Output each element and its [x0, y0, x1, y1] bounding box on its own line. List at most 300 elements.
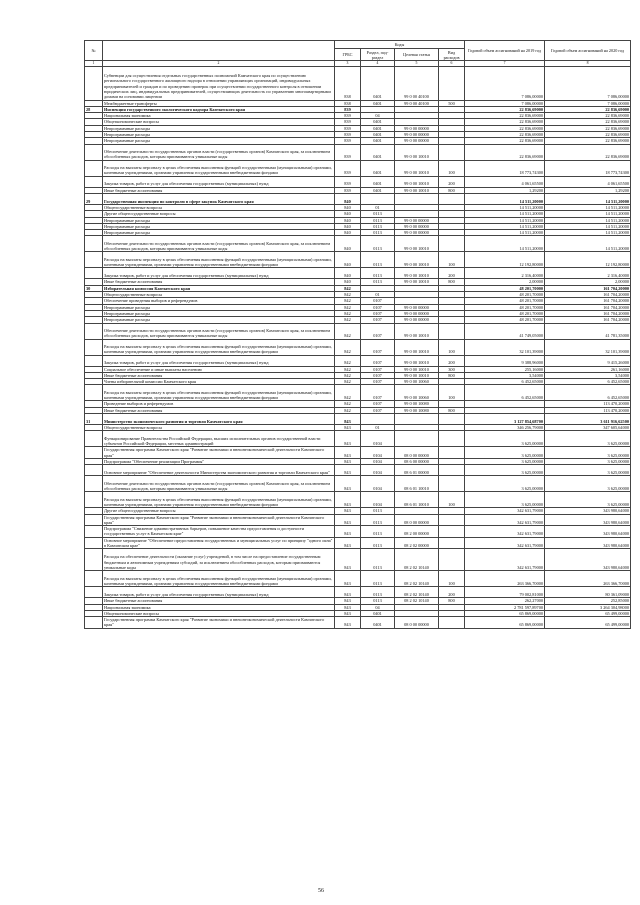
row-amount-2019: 14 511,20000 [465, 217, 545, 223]
col-header-2020: Годовой объем ассигнований на 2020 год [545, 41, 631, 61]
row-grbs: 843 [335, 514, 361, 526]
row-number [85, 385, 103, 401]
row-number [85, 571, 103, 587]
row-name: Непрограммные расходы [103, 310, 335, 316]
row-expense-type [439, 549, 465, 571]
row-razdel: 0401 [361, 119, 395, 125]
row-expense-type [439, 476, 465, 492]
row-target-article: 99 0 00 00000 [395, 138, 439, 144]
row-number [85, 537, 103, 549]
row-target-article: 99 0 00 10080 [395, 407, 439, 413]
table-row [85, 144, 631, 160]
row-name: Непрограммные расходы [103, 138, 335, 144]
row-amount-2020: 2 316,40000 [545, 268, 631, 279]
row-expense-type [439, 537, 465, 549]
row-amount-2020: 3 625,00000 [545, 458, 631, 464]
row-razdel: 0401 [361, 617, 395, 629]
row-name: Другие общегосударственные вопросы [103, 211, 335, 217]
row-razdel: 0104 [361, 476, 395, 492]
row-amount-2020: 41 781,35000 [545, 323, 631, 339]
row-amount-2020: 65 499,00000 [545, 617, 631, 629]
row-grbs: 843 [335, 476, 361, 492]
row-grbs: 843 [335, 492, 361, 508]
table-row [85, 617, 631, 629]
row-name: Подпрограмма "Обеспечение реализации Программы" [103, 458, 335, 464]
row-grbs: 842 [335, 292, 361, 298]
row-target-article: 99 0 00 00000 [395, 317, 439, 323]
row-number [85, 447, 103, 459]
row-razdel: 04 [361, 604, 395, 610]
row-amount-2020: 14 511,20000 [545, 223, 631, 229]
row-grbs: 840 [335, 211, 361, 217]
row-name: Межбюджетные трансферты [103, 100, 335, 106]
row-amount-2019: 14 511,20000 [465, 236, 545, 252]
row-amount-2019: 3 127 854,68700 [465, 414, 545, 425]
row-expense-type [439, 193, 465, 204]
table-row [85, 339, 631, 355]
row-amount-2019: 14 511,20000 [465, 211, 545, 217]
table-row [85, 66, 631, 100]
row-grbs: 839 [335, 187, 361, 193]
row-number [85, 66, 103, 100]
table-row [85, 268, 631, 279]
budget-table [84, 40, 631, 629]
row-name: Непрограммные расходы [103, 217, 335, 223]
row-target-article: 08 6 01 00000 [395, 465, 439, 476]
row-amount-2020: 22 836,69000 [545, 119, 631, 125]
row-name: Иные бюджетные ассигнования [103, 187, 335, 193]
index-cell: 1 [85, 61, 103, 67]
row-grbs: 842 [335, 304, 361, 310]
row-grbs: 843 [335, 610, 361, 616]
row-razdel: 0401 [361, 187, 395, 193]
row-amount-2019: 12 192,80000 [465, 252, 545, 268]
row-grbs: 839 [335, 132, 361, 138]
row-amount-2019: 6 452,65000 [465, 385, 545, 401]
row-target-article: 99 0 00 10010 [395, 236, 439, 252]
row-name: Расходы на обеспечение деятельности (оказание услуг) учреждений, в том числе на предоставление государственным бюджетным и автономным учреждениям субсидий, за исключением обособленных расходов, которым присваиваются уникальные коды [103, 549, 335, 571]
row-amount-2020: 14 511,20000 [545, 204, 631, 210]
row-razdel: 0401 [361, 610, 395, 616]
row-name: Обеспечение деятельности государственных органов власти (государственных органов) Камчатского края, за исключением обособленных расходов, которым присваиваются уникальные коды [103, 236, 335, 252]
row-name: Обеспечение деятельности государственных органов власти (государственных органов) Камчатского края, за исключением обособленных расходов, которым присваиваются уникальные коды [103, 144, 335, 160]
row-grbs: 839 [335, 106, 361, 112]
row-amount-2020: 343 980,64000 [545, 508, 631, 514]
row-name: Расходы на выплаты персоналу в целях обеспечения выполнения функций государственными (муниципальными) органами, казенными учреждениями, органами управления государственными внебюджетными фондами [103, 492, 335, 508]
row-razdel: 0401 [361, 100, 395, 106]
row-razdel: 0401 [361, 160, 395, 176]
row-number [85, 144, 103, 160]
row-amount-2019: 3 625,00000 [465, 431, 545, 447]
row-amount-2019: 255,16000 [465, 366, 545, 372]
row-amount-2020: 14 511,20000 [545, 211, 631, 217]
table-row [85, 514, 631, 526]
row-razdel: 0113 [361, 236, 395, 252]
row-amount-2020: 347 605,64000 [545, 425, 631, 431]
row-amount-2020: 252,85000 [545, 598, 631, 604]
row-target-article: 99 0 00 10010 [395, 268, 439, 279]
row-amount-2019: 48 201,70000 [465, 304, 545, 310]
row-razdel: 0113 [361, 211, 395, 217]
row-name: Непрограммные расходы [103, 230, 335, 236]
row-amount-2020: 7 086,00000 [545, 66, 631, 100]
row-target-article: 08 6 01 10010 [395, 476, 439, 492]
row-amount-2019: 346 256,79000 [465, 425, 545, 431]
row-amount-2019: 32 101,39000 [465, 339, 545, 355]
row-amount-2020: 3,54000 [545, 372, 631, 378]
row-amount-2020: 343 980,64000 [545, 549, 631, 571]
row-grbs: 843 [335, 571, 361, 587]
row-razdel: 0113 [361, 268, 395, 279]
row-amount-2020: 22 836,69000 [545, 132, 631, 138]
row-name: Непрограммные расходы [103, 317, 335, 323]
row-amount-2020: 3 625,00000 [545, 492, 631, 508]
row-amount-2020: 14 511,20000 [545, 236, 631, 252]
row-target-article [395, 193, 439, 204]
row-target-article [395, 414, 439, 425]
row-target-article: 08 0 00 00000 [395, 617, 439, 629]
row-number: 30 [85, 285, 103, 291]
row-amount-2019: 22 836,69000 [465, 125, 545, 131]
row-target-article: 99 0 00 10080 [395, 401, 439, 407]
row-name: Члены избирательной комиссии Камчатского края [103, 379, 335, 385]
row-razdel: 0107 [361, 372, 395, 378]
row-name: Государственная программа Камчатского края "Развитие экономики и внешнеэкономической деятельности Камчатского края" [103, 447, 335, 459]
row-target-article: 99 0 00 00000 [395, 217, 439, 223]
row-name: Общегосударственные вопросы [103, 425, 335, 431]
row-amount-2020: 32 101,39000 [545, 339, 631, 355]
row-expense-type: 200 [439, 268, 465, 279]
row-amount-2019: 41 749,05000 [465, 323, 545, 339]
row-amount-2019: 4 061,65500 [465, 176, 545, 187]
row-amount-2019: 22 836,69000 [465, 138, 545, 144]
row-number [85, 268, 103, 279]
index-cell: 6 [439, 61, 465, 67]
row-razdel: 0401 [361, 66, 395, 100]
row-razdel: 0107 [361, 310, 395, 316]
index-cell: 3 [335, 61, 361, 67]
row-razdel: 0107 [361, 379, 395, 385]
row-amount-2020: 22 836,69000 [545, 113, 631, 119]
row-expense-type: 100 [439, 385, 465, 401]
table-row [85, 252, 631, 268]
row-name: Иные бюджетные ассигнования [103, 598, 335, 604]
row-amount-2020: 161 704,20000 [545, 317, 631, 323]
row-name: Расходы на выплаты персоналу в целях обеспечения выполнения функций государственными (муниципальными) органами, казенными учреждениями, органами управления государственными внебюджетными фондами [103, 160, 335, 176]
row-expense-type [439, 66, 465, 100]
row-number [85, 252, 103, 268]
row-grbs: 843 [335, 587, 361, 598]
row-razdel: 0107 [361, 317, 395, 323]
index-cell: 7 [465, 61, 545, 67]
row-expense-type: 500 [439, 100, 465, 106]
row-name: Государственная программа Камчатского края "Развитие экономики и внешнеэкономической деятельности Камчатского края" [103, 617, 335, 629]
row-name: Закупка товаров, работ и услуг для обеспечения государственных (муниципальных) нужд [103, 268, 335, 279]
row-number [85, 465, 103, 476]
row-amount-2019: 22 836,69000 [465, 119, 545, 125]
table-row [85, 549, 631, 571]
row-razdel: 0113 [361, 549, 395, 571]
row-target-article: 08 2 02 10140 [395, 598, 439, 604]
row-name: Расходы на выплаты персоналу в целях обеспечения выполнения функций государственными (муниципальными) органами, казенными учреждениями, органами управления государственными внебюджетными фондами [103, 385, 335, 401]
row-amount-2019: 14 511,20000 [465, 204, 545, 210]
row-grbs: 840 [335, 223, 361, 229]
row-target-article: 99 0 00 10060 [395, 379, 439, 385]
table-row [85, 587, 631, 598]
row-razdel: 0104 [361, 431, 395, 447]
row-expense-type: 200 [439, 176, 465, 187]
row-name: Избирательная комиссия Камчатского края [103, 285, 335, 291]
row-expense-type: 200 [439, 587, 465, 598]
table-row [85, 160, 631, 176]
row-target-article: 08 2 02 10140 [395, 587, 439, 598]
row-name: Расходы на выплаты персоналу в целях обеспечения выполнения функций государственными (муниципальными) органами, казенными учреждениями, органами управления государственными внебюджетными фондами [103, 339, 335, 355]
row-target-article: 99 0 00 00000 [395, 132, 439, 138]
row-name: Иные бюджетные ассигнования [103, 279, 335, 285]
row-amount-2019: 342 631,79000 [465, 526, 545, 538]
col-header-codes: Коды [335, 41, 465, 49]
row-grbs: 842 [335, 298, 361, 304]
row-grbs: 843 [335, 431, 361, 447]
row-amount-2019: 22 836,69000 [465, 106, 545, 112]
row-name: Другие общегосударственные вопросы [103, 508, 335, 514]
row-grbs: 840 [335, 193, 361, 204]
row-target-article [395, 431, 439, 447]
row-name: Основное мероприятие "Обеспечение предоставления государственных и муниципальных услуг по принципу "одного окна" в Камчатском крае" [103, 537, 335, 549]
row-amount-2019: 14 511,20000 [465, 193, 545, 204]
row-grbs: 843 [335, 537, 361, 549]
row-grbs: 840 [335, 268, 361, 279]
row-name: Обеспечение деятельности государственных органов власти (государственных органов) Камчатского края, за исключением обособленных расходов, которым присваиваются уникальные коды [103, 323, 335, 339]
row-expense-type: 800 [439, 279, 465, 285]
row-expense-type [439, 236, 465, 252]
row-expense-type: 800 [439, 598, 465, 604]
row-number: 28 [85, 106, 103, 112]
row-razdel: 0107 [361, 339, 395, 355]
row-target-article: 99 0 00 00000 [395, 310, 439, 316]
row-expense-type [439, 526, 465, 538]
row-amount-2020: 6 452,65000 [545, 385, 631, 401]
row-amount-2020: 161 704,20000 [545, 292, 631, 298]
row-amount-2020: 261,16000 [545, 366, 631, 372]
col-header-grbs: ГРБС [335, 49, 361, 61]
row-grbs: 838 [335, 66, 361, 100]
row-amount-2020: 6 452,65000 [545, 379, 631, 385]
row-amount-2019: 18 773,74300 [465, 160, 545, 176]
row-expense-type: 100 [439, 160, 465, 176]
table-row [85, 414, 631, 425]
row-grbs: 838 [335, 100, 361, 106]
row-amount-2020: 3 264 304,98000 [545, 604, 631, 610]
row-expense-type: 100 [439, 492, 465, 508]
row-amount-2020: 3 625,00000 [545, 476, 631, 492]
row-target-article: 08 0 00 00000 [395, 514, 439, 526]
row-amount-2019: 14 511,20000 [465, 230, 545, 236]
row-name: Национальная экономика [103, 113, 335, 119]
row-target-article: 08 6 01 10010 [395, 492, 439, 508]
row-grbs: 839 [335, 113, 361, 119]
row-name: Подпрограмма "Снижение административных барьеров, повышение качества предоставления и доступности государственных услуг в Камчатском крае" [103, 526, 335, 538]
row-number [85, 476, 103, 492]
row-grbs: 840 [335, 252, 361, 268]
row-grbs: 839 [335, 144, 361, 160]
row-grbs: 842 [335, 385, 361, 401]
row-target-article: 99 0 00 00000 [395, 125, 439, 131]
row-amount-2019: 3 625,00000 [465, 458, 545, 464]
row-razdel: 0107 [361, 385, 395, 401]
row-amount-2019: 2,00000 [465, 279, 545, 285]
row-grbs: 842 [335, 379, 361, 385]
row-expense-type: 100 [439, 339, 465, 355]
row-grbs: 843 [335, 526, 361, 538]
row-number [85, 176, 103, 187]
table-row [85, 385, 631, 401]
table-row [85, 447, 631, 459]
row-amount-2020: 3 625,00000 [545, 447, 631, 459]
row-expense-type: 100 [439, 571, 465, 587]
row-number: 29 [85, 193, 103, 204]
row-target-article: 99 0 00 10010 [395, 355, 439, 366]
row-razdel: 0104 [361, 447, 395, 459]
row-amount-2019: 48 201,70000 [465, 292, 545, 298]
budget-table-page [84, 40, 640, 629]
row-name: Функционирование Правительства Российской Федерации, высших исполнительных органов государственной власти субъектов Российской Федерации, местных администраций [103, 431, 335, 447]
table-row [85, 176, 631, 187]
row-razdel: 0107 [361, 407, 395, 413]
row-grbs: 842 [335, 310, 361, 316]
row-name: Инспекция государственного экологического надзора Камчатского края [103, 106, 335, 112]
row-name: Министерство экономического развития и торговли Камчатского края [103, 414, 335, 425]
row-amount-2019: 1,29200 [465, 187, 545, 193]
table-row [85, 526, 631, 538]
row-expense-type [439, 414, 465, 425]
row-target-article: 08 0 00 00000 [395, 447, 439, 459]
row-target-article: 08 2 00 00000 [395, 526, 439, 538]
row-amount-2019: 342 631,79000 [465, 549, 545, 571]
row-amount-2019: 342 631,79000 [465, 508, 545, 514]
row-name: Закупка товаров, работ и услуг для обеспечения государственных (муниципальных) нужд [103, 355, 335, 366]
row-amount-2019: 65 869,00000 [465, 610, 545, 616]
row-grbs: 839 [335, 160, 361, 176]
row-razdel: 0113 [361, 537, 395, 549]
row-grbs: 842 [335, 407, 361, 413]
row-grbs: 839 [335, 119, 361, 125]
row-name: Расходы на выплаты персоналу в целях обеспечения выполнения функций государственными (муниципальными) органами, казенными учреждениями, органами управления государственными внебюджетными фондами [103, 571, 335, 587]
row-name: Закупка товаров, работ и услуг для обеспечения государственных (муниципальных) нужд [103, 176, 335, 187]
row-number [85, 160, 103, 176]
row-razdel: 0113 [361, 217, 395, 223]
index-cell: 8 [545, 61, 631, 67]
page-number: 56 [318, 888, 324, 894]
row-grbs: 840 [335, 217, 361, 223]
row-grbs: 842 [335, 401, 361, 407]
row-grbs: 843 [335, 598, 361, 604]
row-grbs: 840 [335, 279, 361, 285]
row-expense-type [439, 465, 465, 476]
row-expense-type: 800 [439, 187, 465, 193]
row-amount-2020: 343 980,64000 [545, 526, 631, 538]
row-amount-2020: 113 470,20000 [545, 407, 631, 413]
row-grbs: 843 [335, 508, 361, 514]
row-name: Непрограммные расходы [103, 223, 335, 229]
row-amount-2020: 161 704,20000 [545, 285, 631, 291]
row-target-article: 99 0 00 10010 [395, 279, 439, 285]
row-number [85, 323, 103, 339]
row-amount-2020: 161 704,20000 [545, 310, 631, 316]
row-target-article: 08 6 00 00000 [395, 458, 439, 464]
row-amount-2019: 3 625,00000 [465, 447, 545, 459]
col-header-no: № [85, 41, 103, 61]
row-amount-2020: 343 980,64000 [545, 537, 631, 549]
row-amount-2019: 3 625,00000 [465, 476, 545, 492]
row-amount-2020: 263 366,70000 [545, 571, 631, 587]
row-target-article: 99 0 00 40100 [395, 100, 439, 106]
row-grbs: 842 [335, 372, 361, 378]
row-razdel: 0401 [361, 176, 395, 187]
row-number [85, 355, 103, 366]
row-amount-2019: 262,27000 [465, 598, 545, 604]
row-amount-2020: 2,00000 [545, 279, 631, 285]
row-amount-2020: 22 836,69000 [545, 144, 631, 160]
row-amount-2020: 1,29200 [545, 187, 631, 193]
row-name: Государственная программа Камчатского края "Развитие экономики и внешнеэкономической деятельности Камчатского края" [103, 514, 335, 526]
row-amount-2019: 48 201,70000 [465, 317, 545, 323]
row-target-article: 99 0 00 00000 [395, 223, 439, 229]
row-grbs: 839 [335, 176, 361, 187]
row-amount-2019: 14 511,20000 [465, 223, 545, 229]
row-razdel: 0113 [361, 526, 395, 538]
row-amount-2019: 7 086,00000 [465, 66, 545, 100]
row-name: Общегосударственные вопросы [103, 204, 335, 210]
row-grbs: 842 [335, 355, 361, 366]
row-name: Обеспечение деятельности государственных органов власти (государственных органов) Камчатского края, за исключением обособленных расходов, которым присваиваются уникальные коды [103, 476, 335, 492]
row-amount-2019: 65 869,00000 [465, 617, 545, 629]
row-amount-2019: 79 002,81000 [465, 587, 545, 598]
row-grbs: 839 [335, 125, 361, 131]
row-amount-2019: 3,54000 [465, 372, 545, 378]
table-row [85, 465, 631, 476]
table-row [85, 355, 631, 366]
row-amount-2019: 2 316,40000 [465, 268, 545, 279]
row-amount-2020: 3 625,00000 [545, 431, 631, 447]
col-header-cs: Целевая статья [395, 49, 439, 61]
row-name: Расходы на выплаты персоналу в целях обеспечения выполнения функций государственными (муниципальными) органами, казенными учреждениями, органами управления государственными внебюджетными фондами [103, 252, 335, 268]
row-amount-2020: 9 415,26000 [545, 355, 631, 366]
table-row [85, 476, 631, 492]
table-row [85, 537, 631, 549]
row-razdel: 01 [361, 204, 395, 210]
row-amount-2019: 48 201,70000 [465, 310, 545, 316]
row-razdel: 0113 [361, 598, 395, 604]
index-cell: 2 [103, 61, 335, 67]
row-target-article: 99 0 00 00000 [395, 230, 439, 236]
row-grbs: 843 [335, 549, 361, 571]
row-razdel: 0104 [361, 465, 395, 476]
row-razdel: 0107 [361, 366, 395, 372]
row-razdel: 0401 [361, 144, 395, 160]
row-amount-2020: 14 511,20000 [545, 230, 631, 236]
row-amount-2020: 4 061,65500 [545, 176, 631, 187]
row-expense-type: 100 [439, 252, 465, 268]
col-header-vr: Вид расходов [439, 49, 465, 61]
row-razdel: 0107 [361, 355, 395, 366]
row-grbs: 840 [335, 236, 361, 252]
row-number [85, 549, 103, 571]
row-name: Обеспечение проведения выборов и референдумов [103, 298, 335, 304]
row-number [85, 339, 103, 355]
row-number [85, 514, 103, 526]
row-razdel: 01 [361, 292, 395, 298]
